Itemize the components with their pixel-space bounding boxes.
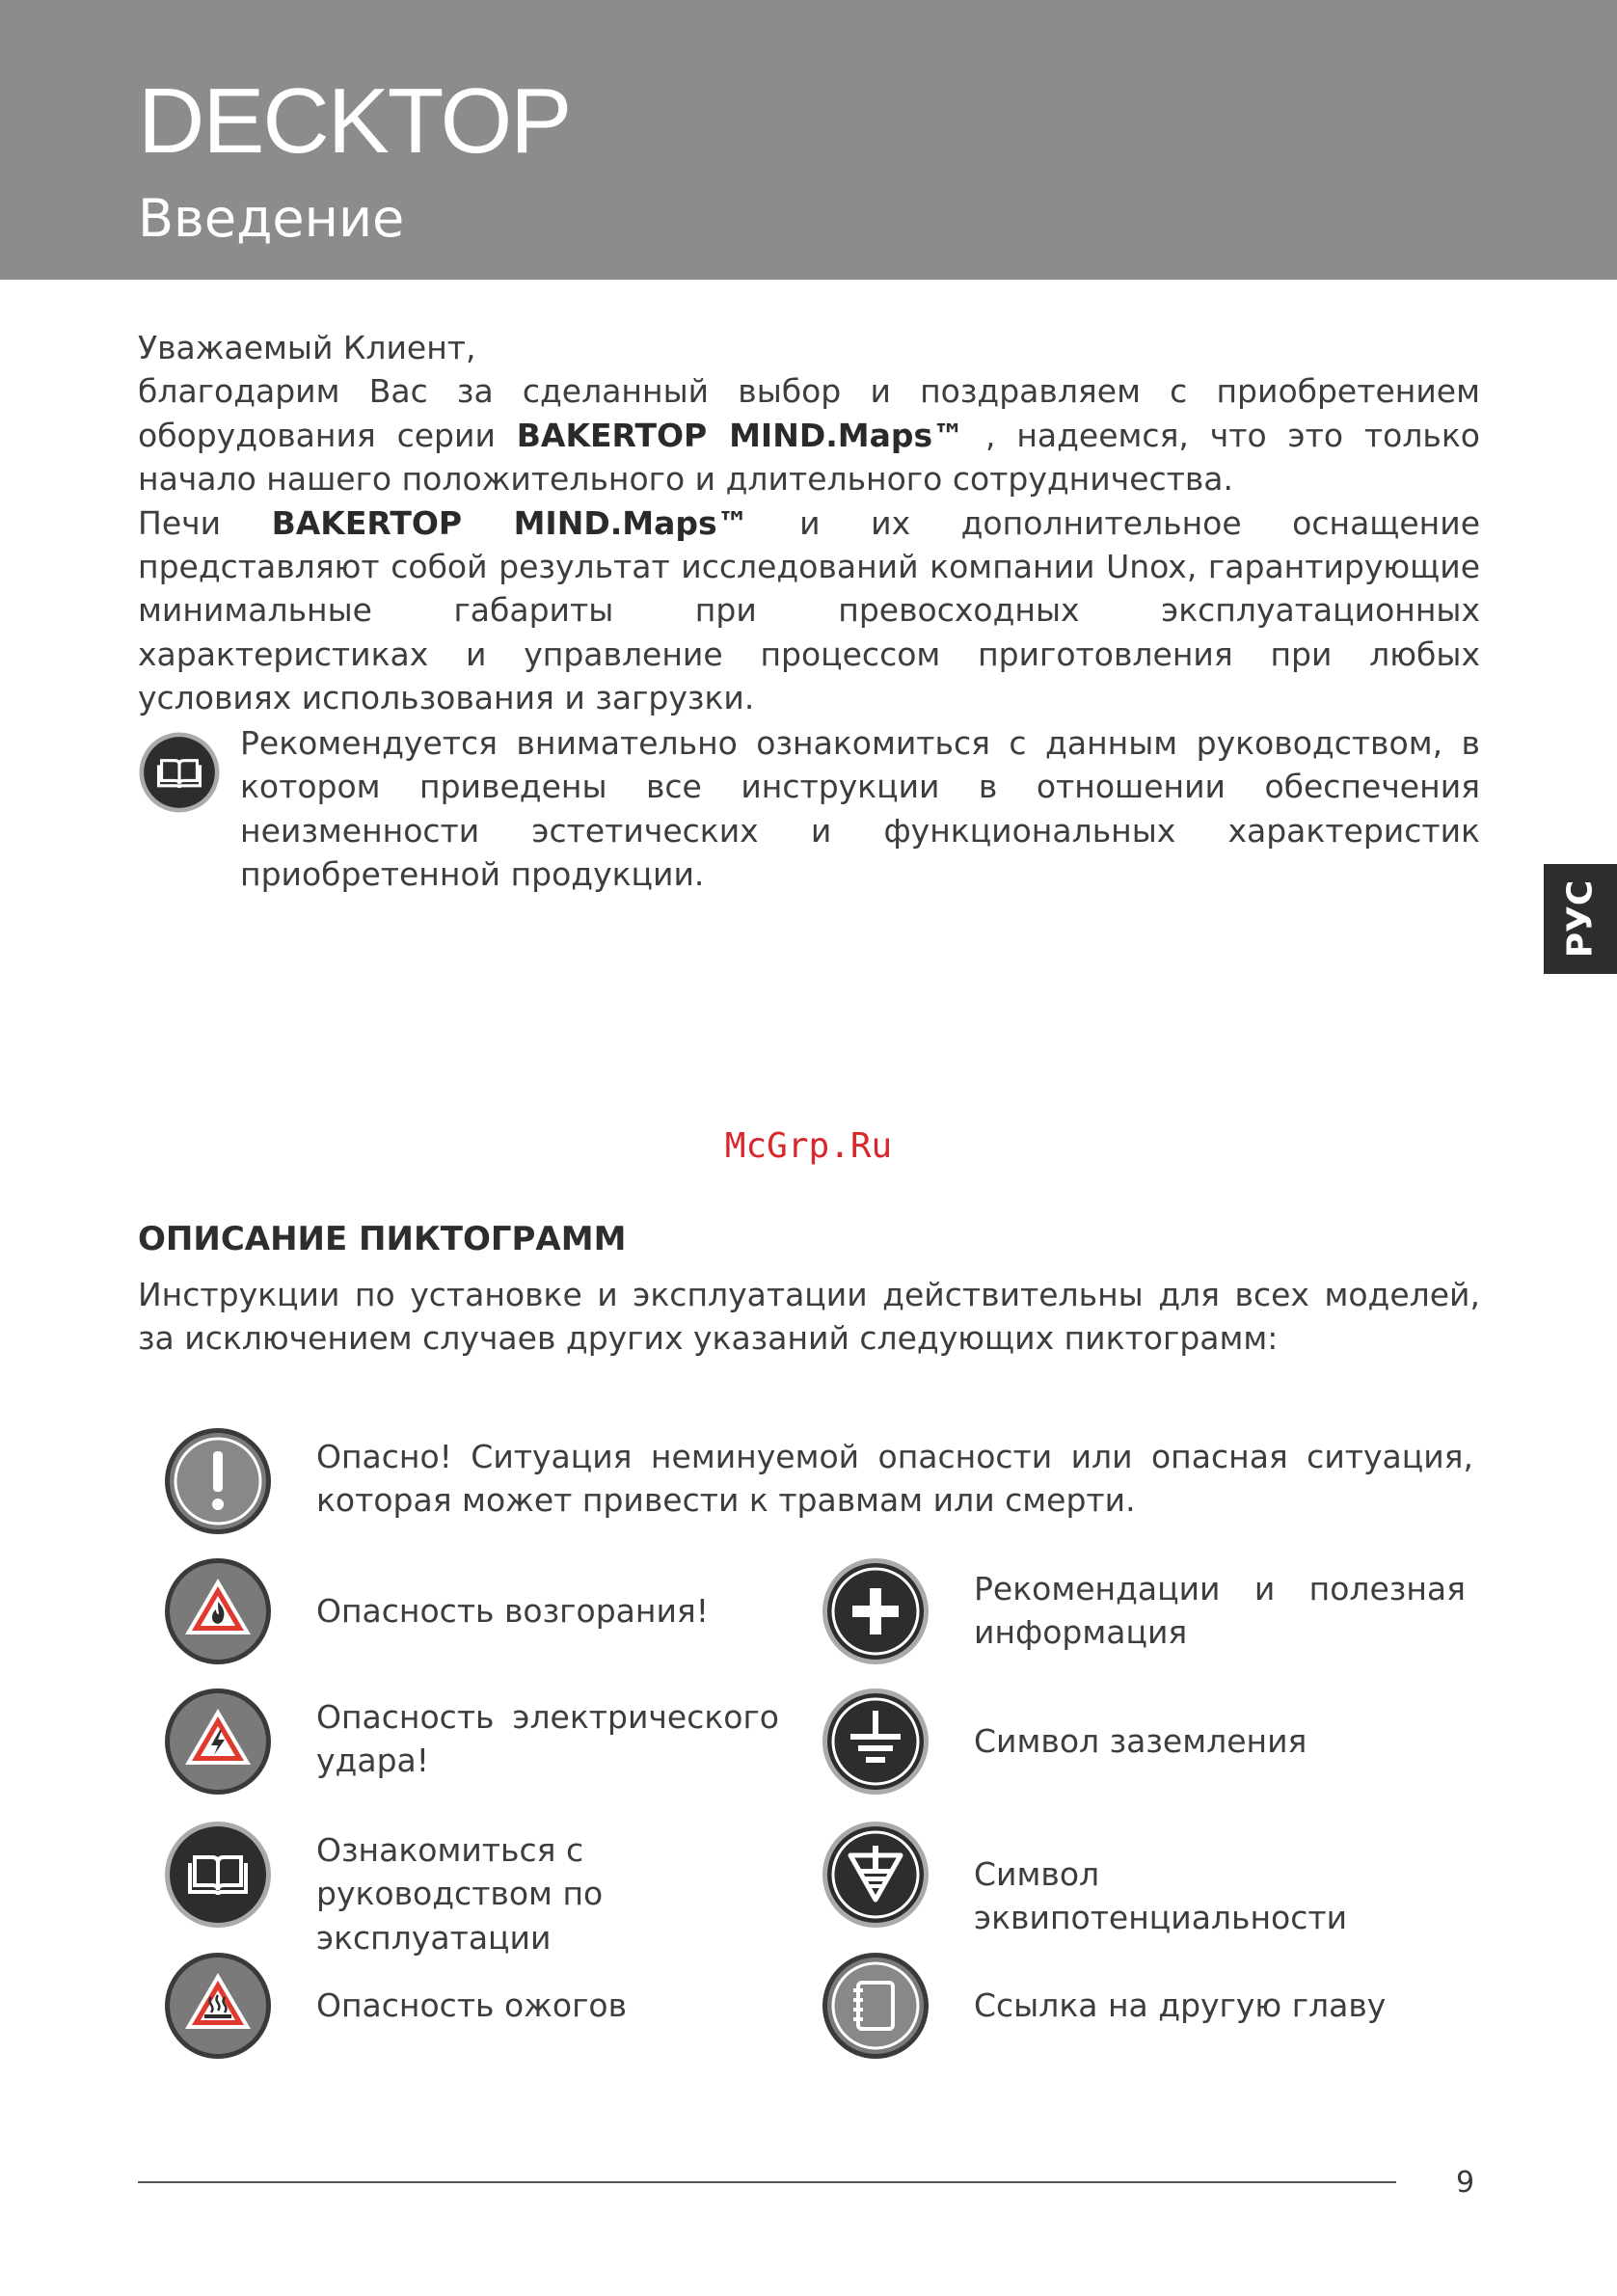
intro-p2-start: Печи (138, 503, 272, 542)
pictogram-text: Опасно! Ситуация неминуемой опасности или опасная ситуация, которая может привести к травмам или смерти. (316, 1438, 1473, 1520)
pictogram-text: Символ заземления (974, 1722, 1307, 1760)
exclamation-icon (164, 1427, 272, 1535)
pictogram-text: Опасность электрического удара! (316, 1698, 779, 1780)
pictogram-text: Рекомендации и полезная информация (974, 1570, 1466, 1652)
pictogram-text: Ссылка на другую главу (974, 1986, 1387, 2024)
language-tab (1544, 864, 1617, 974)
pictogram-text: Символ эквипотенциальности (974, 1855, 1348, 1937)
pictograms-heading: ОПИСАНИЕ ПИКТОГРАММ (138, 1220, 627, 1258)
brand-name: BAKERTOP MIND.Maps™ (516, 416, 965, 454)
electric-hazard-icon (164, 1688, 272, 1796)
ground-icon (822, 1688, 930, 1796)
section-title: Введение (138, 188, 405, 249)
intro-p1-start: благодарим Вас за сделанный выбор и поздравляем с приобретением оборудования серии (138, 372, 1480, 454)
pictogram-text: Опасность ожогов (316, 1986, 628, 2024)
pictogram-manual (164, 1821, 781, 1957)
pictogram-tips (822, 1557, 1468, 1668)
brand-title: DECKTOP (138, 69, 571, 173)
recommendation-text: Рекомендуется внимательно ознакомиться с данным руководством, в котором приведены все инструкции в отношении обеспечения неизменности эстетических и функциональных характеристик приобретенной продукции. (240, 724, 1480, 894)
language-label: РУС (1560, 879, 1601, 959)
manual-book-icon (138, 731, 221, 814)
plus-icon (822, 1557, 930, 1665)
recommendation-block (138, 721, 1480, 894)
watermark: McGrp.Ru (724, 1126, 893, 1166)
pictogram-danger (164, 1427, 1475, 1538)
pictogram-equipotential (822, 1821, 1468, 1937)
intro-p1-end: , надеемся, что это только начало нашего положительного и длительного сотрудничества. (138, 416, 1480, 499)
intro-text (138, 326, 1480, 720)
pictogram-ground (822, 1688, 1468, 1798)
fire-hazard-icon (164, 1557, 272, 1665)
footer-divider (138, 2181, 1396, 2183)
pictogram-electric (164, 1688, 781, 1798)
manual-book-icon (164, 1821, 272, 1929)
pictogram-text: Опасность возгорания! (316, 1592, 709, 1630)
pictograms-intro: Инструкции по установке и эксплуатации действительны для всех моделей, за исключением случаев других указаний следующих пиктограмм: (138, 1276, 1480, 1358)
greeting: Уважаемый Клиент, (138, 329, 476, 366)
brand-name-2: BAKERTOP MIND.Maps™ (271, 503, 749, 542)
chapter-reference-icon (822, 1952, 930, 2060)
page-number: 9 (1456, 2166, 1475, 2200)
intro-paragraph-1 (138, 369, 1480, 500)
burn-hazard-icon (164, 1952, 272, 2060)
intro-p2-end: и их дополнительное оснащение представляют собой результат исследований компании Unox, гарантирующие минимальные габариты при превосходных эксплуатационных характеристиках и управление процессом приготовления при любых условиях использования и загрузки. (138, 503, 1481, 717)
pictogram-fire (164, 1557, 781, 1668)
pictogram-burn (164, 1952, 781, 2063)
intro-paragraph-2 (138, 501, 1480, 720)
page-header (0, 0, 1617, 280)
pictogram-reference (822, 1952, 1468, 2063)
pictogram-text: Ознакомиться с руководством по эксплуатации (316, 1831, 604, 1957)
equipotential-icon (822, 1821, 930, 1929)
